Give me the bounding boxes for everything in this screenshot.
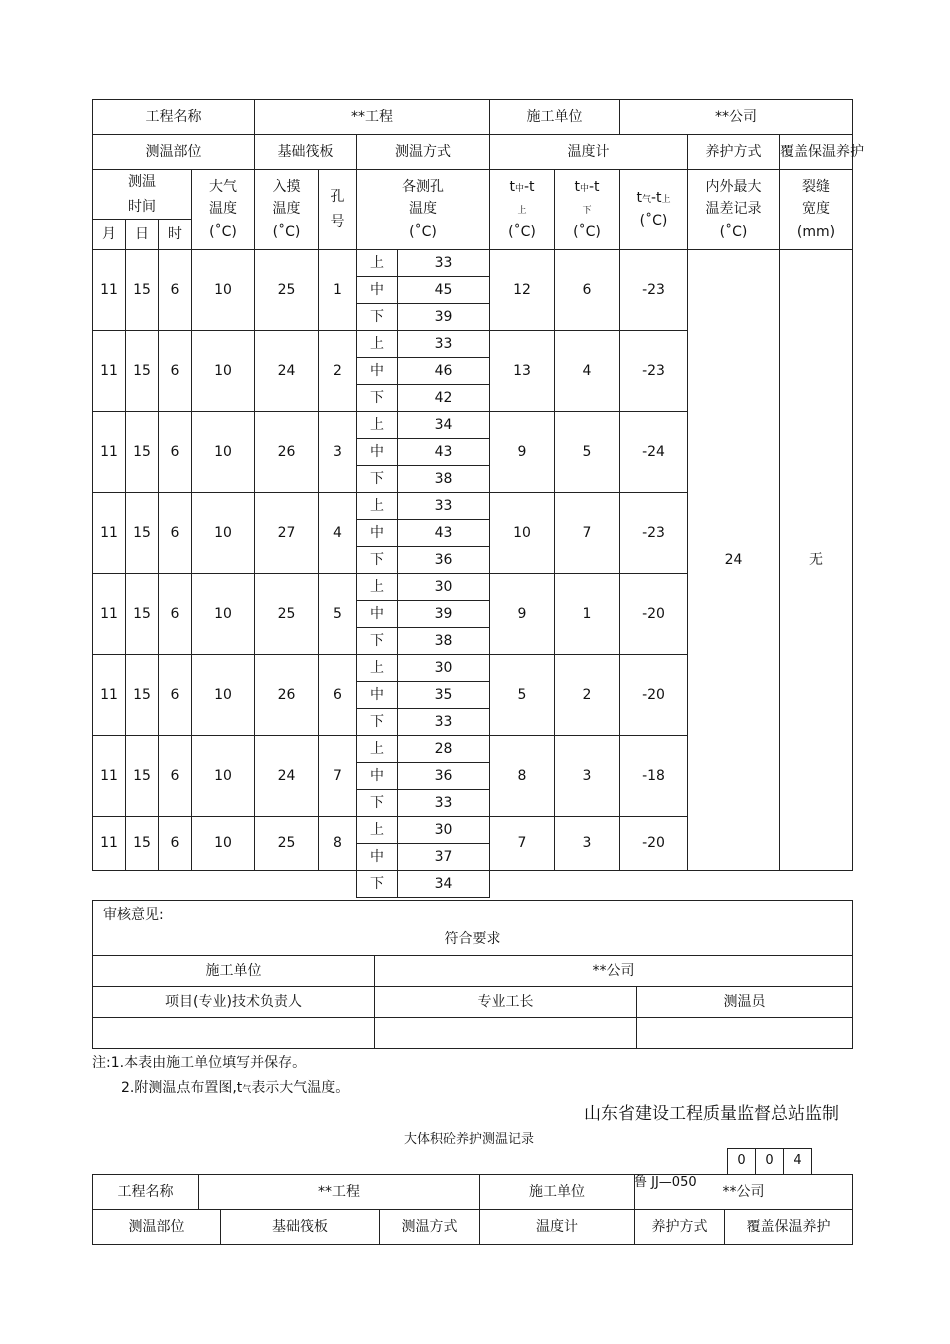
diff-air-top-cell: -24 — [620, 412, 688, 493]
hole-number-cell: 8 — [319, 817, 357, 871]
month-cell: 11 — [93, 331, 126, 412]
month-cell: 11 — [93, 250, 126, 331]
empty-cell — [555, 871, 620, 898]
mold-temp-cell: 26 — [255, 655, 319, 736]
data-rows — [93, 250, 853, 898]
hour-cell: 6 — [159, 736, 192, 817]
hole-temp-cell: 30 — [398, 574, 490, 601]
diff-air-top-cell: -23 — [620, 493, 688, 574]
diff-mid-bottom-cell: 7 — [555, 493, 620, 574]
level-cell: 上 — [357, 250, 398, 277]
level-cell: 下 — [357, 385, 398, 412]
hour-cell: 6 — [159, 574, 192, 655]
empty-cell — [126, 871, 159, 898]
hour-header: 时 — [159, 220, 192, 250]
location-label: 测温部位 — [93, 135, 255, 170]
serial-digit: 4 — [784, 1149, 812, 1175]
air-temp-cell: 10 — [192, 412, 255, 493]
diff-mid-bottom-header: t中-t 下 (˚C) — [555, 170, 620, 250]
diff-air-top-header: t气-t上 (˚C) — [620, 170, 688, 250]
hole-temp-cell: 37 — [398, 844, 490, 871]
supervisor-text: 山东省建设工程质量监督总站监制 — [584, 1104, 839, 1124]
diff-mid-bottom-cell: 3 — [555, 817, 620, 871]
tech-lead-signature[interactable] — [93, 1018, 375, 1049]
diff-mid-top-cell: 12 — [490, 250, 555, 331]
air-temp-cell: 10 — [192, 250, 255, 331]
form-code: 鲁 JJ—050 — [634, 1175, 697, 1190]
air-temp-cell: 10 — [192, 736, 255, 817]
air-temp-header: 大气 温度 (˚C) — [192, 170, 255, 250]
next-method-label: 测温方式 — [380, 1210, 480, 1245]
next-page-header-table — [92, 1174, 853, 1245]
level-cell: 下 — [357, 466, 398, 493]
mold-temp-cell: 25 — [255, 574, 319, 655]
mold-temp-cell: 25 — [255, 250, 319, 331]
hole-temp-cell: 28 — [398, 736, 490, 763]
level-cell: 中 — [357, 277, 398, 304]
diff-air-top-cell: -23 — [620, 331, 688, 412]
hole-temp-cell: 33 — [398, 709, 490, 736]
recorder-label: 测温员 — [637, 987, 853, 1018]
hole-temp-cell: 34 — [398, 412, 490, 439]
empty-cell — [688, 871, 780, 898]
next-contractor-label: 施工单位 — [480, 1175, 635, 1210]
mold-temp-cell: 24 — [255, 736, 319, 817]
mold-temp-cell: 26 — [255, 412, 319, 493]
hole-number-cell: 4 — [319, 493, 357, 574]
hole-temp-cell: 36 — [398, 547, 490, 574]
hole-temp-cell: 38 — [398, 466, 490, 493]
day-cell: 15 — [126, 250, 159, 331]
air-temp-cell: 10 — [192, 817, 255, 871]
hour-cell: 6 — [159, 817, 192, 871]
day-cell: 15 — [126, 817, 159, 871]
empty-cell — [159, 871, 192, 898]
mold-temp-cell: 25 — [255, 817, 319, 871]
day-header: 日 — [126, 220, 159, 250]
next-curing-label: 养护方式 — [635, 1210, 725, 1245]
review-contractor-value: **公司 — [375, 956, 853, 987]
hole-temp-cell: 38 — [398, 628, 490, 655]
method-value: 温度计 — [490, 135, 688, 170]
table-row — [93, 871, 853, 898]
day-cell: 15 — [126, 655, 159, 736]
hole-temp-cell: 30 — [398, 655, 490, 682]
mold-temp-header: 入摸 温度 (˚C) — [255, 170, 319, 250]
diff-mid-bottom-cell: 6 — [555, 250, 620, 331]
foreman-label: 专业工长 — [375, 987, 637, 1018]
level-cell: 下 — [357, 547, 398, 574]
hour-cell: 6 — [159, 331, 192, 412]
next-project-name-value: **工程 — [199, 1175, 480, 1210]
level-cell: 中 — [357, 601, 398, 628]
hole-number-cell: 7 — [319, 736, 357, 817]
level-cell: 下 — [357, 871, 398, 898]
hole-temp-cell: 33 — [398, 331, 490, 358]
review-opinion: 符合要求 — [444, 931, 501, 947]
hour-cell: 6 — [159, 655, 192, 736]
diff-mid-top-cell: 7 — [490, 817, 555, 871]
project-name-label: 工程名称 — [93, 100, 255, 135]
diff-mid-top-cell: 5 — [490, 655, 555, 736]
month-cell: 11 — [93, 493, 126, 574]
hour-cell: 6 — [159, 493, 192, 574]
month-cell: 11 — [93, 412, 126, 493]
diff-mid-bottom-cell: 5 — [555, 412, 620, 493]
hole-temp-cell: 39 — [398, 601, 490, 628]
hole-temp-cell: 34 — [398, 871, 490, 898]
hole-temp-cell: 35 — [398, 682, 490, 709]
serial-number-box — [727, 1148, 812, 1175]
crack-width-header: 裂缝 宽度 (mm) — [780, 170, 853, 250]
hole-number-cell: 6 — [319, 655, 357, 736]
method-label: 测温方式 — [357, 135, 490, 170]
next-method-value: 温度计 — [480, 1210, 635, 1245]
level-cell: 上 — [357, 574, 398, 601]
level-cell: 下 — [357, 790, 398, 817]
hole-temp-cell: 43 — [398, 520, 490, 547]
hole-temp-cell: 39 — [398, 304, 490, 331]
hole-temp-cell: 45 — [398, 277, 490, 304]
hour-cell: 6 — [159, 250, 192, 331]
level-cell: 中 — [357, 358, 398, 385]
empty-cell — [255, 871, 319, 898]
empty-cell — [319, 871, 357, 898]
table-row — [93, 250, 853, 277]
hole-temp-cell: 36 — [398, 763, 490, 790]
diff-mid-top-cell: 10 — [490, 493, 555, 574]
level-cell: 上 — [357, 736, 398, 763]
mold-temp-cell: 27 — [255, 493, 319, 574]
diff-mid-top-cell: 9 — [490, 574, 555, 655]
diff-air-top-cell: -20 — [620, 655, 688, 736]
diff-mid-bottom-cell: 3 — [555, 736, 620, 817]
curing-value: 覆盖保温养护 — [780, 135, 853, 170]
tech-lead-label: 项目(专业)技术负责人 — [93, 987, 375, 1018]
hole-temps-header: 各测孔 温度 (˚C) — [357, 170, 490, 250]
hole-number-cell: 3 — [319, 412, 357, 493]
curing-label: 养护方式 — [688, 135, 780, 170]
level-cell: 上 — [357, 331, 398, 358]
hole-temp-cell: 43 — [398, 439, 490, 466]
hole-number-cell: 1 — [319, 250, 357, 331]
diff-air-top-cell: -20 — [620, 574, 688, 655]
empty-cell — [620, 871, 688, 898]
diff-mid-top-cell: 9 — [490, 412, 555, 493]
crack-width-cell: 无 — [780, 250, 853, 871]
hole-temp-cell: 30 — [398, 817, 490, 844]
diff-mid-bottom-cell: 2 — [555, 655, 620, 736]
day-cell: 15 — [126, 493, 159, 574]
diff-mid-top-cell: 8 — [490, 736, 555, 817]
hole-temp-cell: 33 — [398, 250, 490, 277]
note-2: 2.附测温点布置图,t气表示大气温度。 — [121, 1080, 350, 1096]
next-project-name-label: 工程名称 — [93, 1175, 199, 1210]
level-cell: 中 — [357, 763, 398, 790]
level-cell: 中 — [357, 520, 398, 547]
level-cell: 中 — [357, 439, 398, 466]
month-cell: 11 — [93, 736, 126, 817]
month-cell: 11 — [93, 655, 126, 736]
time-header: 测温 时间 — [93, 170, 192, 220]
month-cell: 11 — [93, 817, 126, 871]
next-contractor-value: **公司 — [635, 1175, 853, 1210]
air-temp-cell: 10 — [192, 574, 255, 655]
hole-number-header: 孔 号 — [319, 170, 357, 250]
diff-mid-bottom-cell: 1 — [555, 574, 620, 655]
mold-temp-cell: 24 — [255, 331, 319, 412]
project-name-value: **工程 — [255, 100, 490, 135]
hole-temp-cell: 46 — [398, 358, 490, 385]
hole-number-cell: 2 — [319, 331, 357, 412]
hole-temp-cell: 42 — [398, 385, 490, 412]
hour-cell: 6 — [159, 412, 192, 493]
max-diff-header: 内外最大 温差记录 (˚C) — [688, 170, 780, 250]
review-table — [92, 900, 853, 1049]
diff-air-top-cell: -20 — [620, 817, 688, 871]
diff-mid-bottom-cell: 4 — [555, 331, 620, 412]
level-cell: 上 — [357, 817, 398, 844]
diff-mid-top-cell: 13 — [490, 331, 555, 412]
empty-cell — [93, 871, 126, 898]
next-location-label: 测温部位 — [93, 1210, 221, 1245]
month-cell: 11 — [93, 574, 126, 655]
diff-air-top-cell: -18 — [620, 736, 688, 817]
air-temp-cell: 10 — [192, 331, 255, 412]
hole-number-cell: 5 — [319, 574, 357, 655]
level-cell: 下 — [357, 628, 398, 655]
hole-temp-cell: 33 — [398, 790, 490, 817]
level-cell: 下 — [357, 304, 398, 331]
air-temp-cell: 10 — [192, 655, 255, 736]
temperature-record-table — [92, 99, 864, 898]
month-header: 月 — [93, 220, 126, 250]
empty-cell — [780, 871, 853, 898]
max-diff-cell: 24 — [688, 250, 780, 871]
hole-temp-cell: 33 — [398, 493, 490, 520]
day-cell: 15 — [126, 331, 159, 412]
contractor-label: 施工单位 — [490, 100, 620, 135]
level-cell: 上 — [357, 493, 398, 520]
form-title: 大体积砼养护测温记录 — [404, 1132, 535, 1147]
level-cell: 下 — [357, 709, 398, 736]
note-1: 注:1.本表由施工单位填写并保存。 — [92, 1055, 307, 1071]
serial-digit: 0 — [728, 1149, 756, 1175]
serial-digit: 0 — [756, 1149, 784, 1175]
day-cell: 15 — [126, 736, 159, 817]
location-value: 基础筏板 — [255, 135, 357, 170]
contractor-value: **公司 — [620, 100, 853, 135]
next-curing-value: 覆盖保温养护 — [725, 1210, 853, 1245]
next-location-value: 基础筏板 — [221, 1210, 380, 1245]
day-cell: 15 — [126, 412, 159, 493]
review-label: 审核意见: — [103, 907, 164, 923]
level-cell: 中 — [357, 844, 398, 871]
empty-cell — [192, 871, 255, 898]
diff-air-top-cell: -23 — [620, 250, 688, 331]
recorder-signature[interactable] — [637, 1018, 853, 1049]
level-cell: 上 — [357, 412, 398, 439]
day-cell: 15 — [126, 574, 159, 655]
air-temp-cell: 10 — [192, 493, 255, 574]
empty-cell — [490, 871, 555, 898]
level-cell: 中 — [357, 682, 398, 709]
review-opinion-cell — [93, 901, 853, 956]
foreman-signature[interactable] — [375, 1018, 637, 1049]
level-cell: 上 — [357, 655, 398, 682]
review-contractor-label: 施工单位 — [93, 956, 375, 987]
diff-mid-top-header: t中-t 上 (˚C) — [490, 170, 555, 250]
